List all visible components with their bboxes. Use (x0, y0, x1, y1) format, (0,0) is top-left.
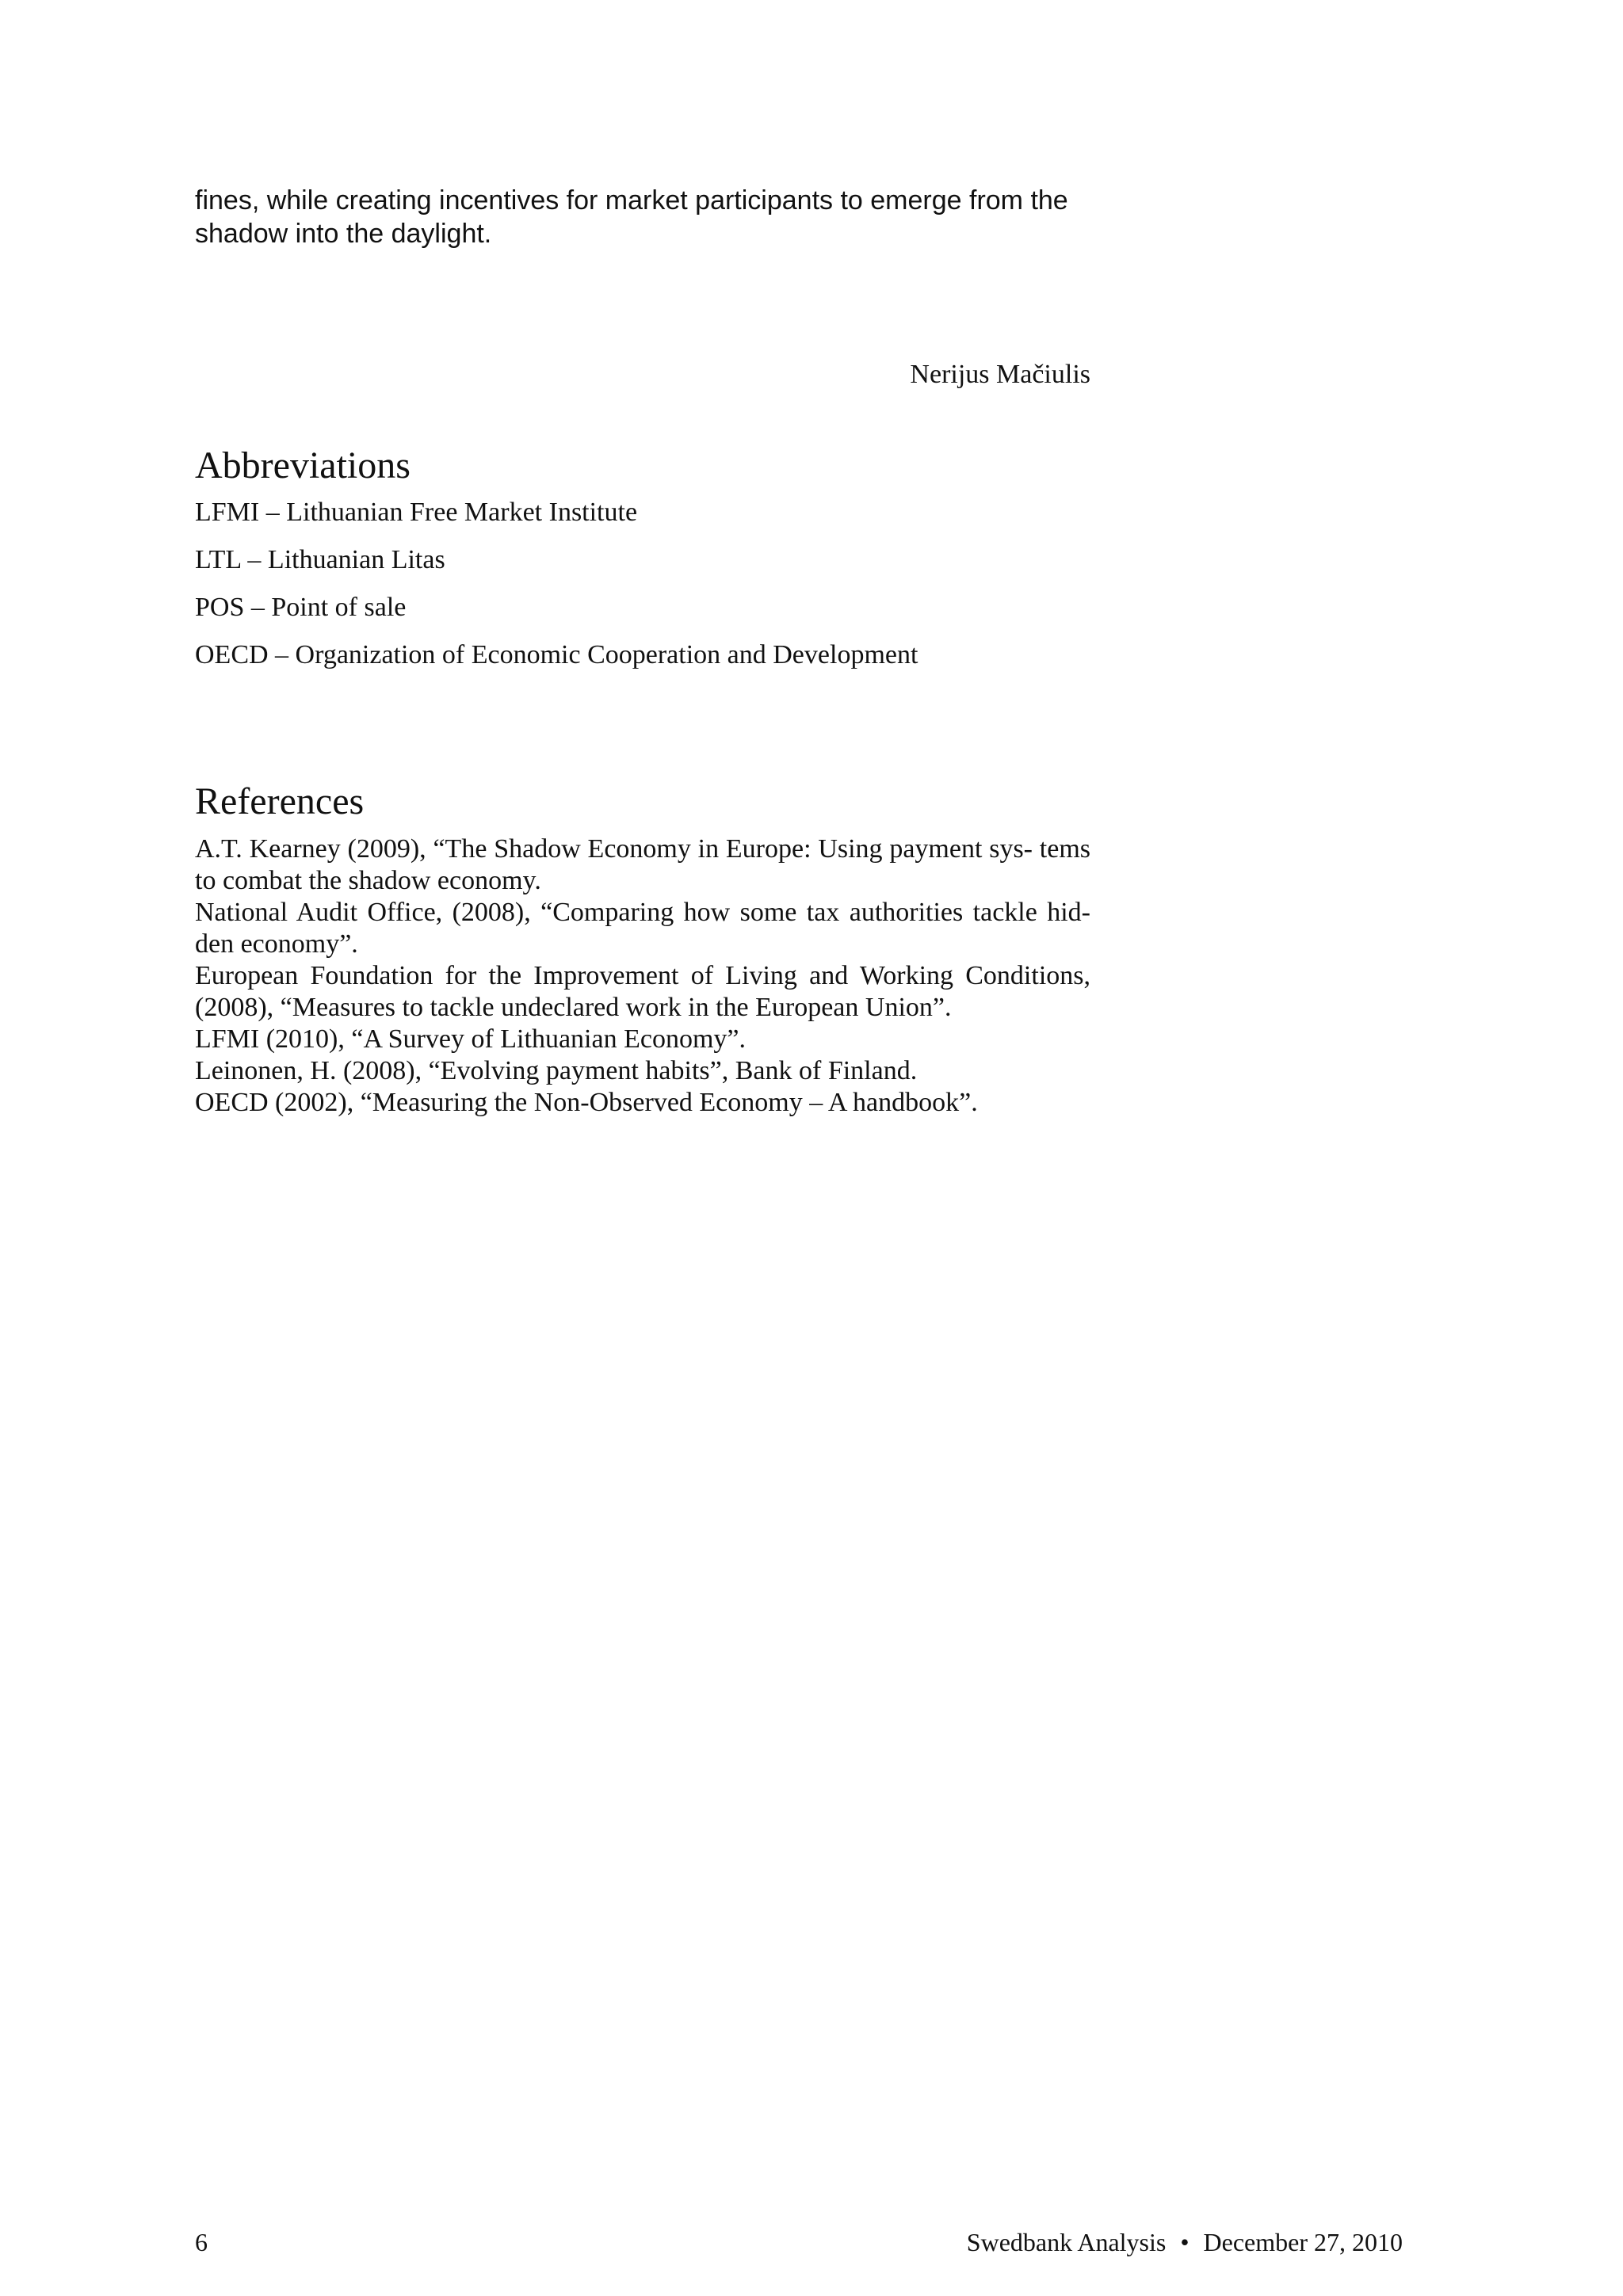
author-name: Nerijus Mačiulis (910, 360, 1090, 389)
footer-date: December 27, 2010 (1203, 2228, 1403, 2256)
reference-item: National Audit Office, (2008), “Comparing how some tax authorities tackle hid- den economy”. (195, 898, 1090, 959)
abbreviation-item: OECD – Organization of Economic Cooperation and Development (195, 640, 918, 669)
abbreviation-item: LFMI – Lithuanian Free Market Institute (195, 498, 638, 527)
references-list (195, 833, 1090, 1119)
abbreviation-item: LTL – Lithuanian Litas (195, 545, 445, 574)
footer-publication: Swedbank Analysis (966, 2228, 1167, 2256)
abbreviations-list (195, 496, 1090, 686)
footer-publication-info (967, 2226, 1403, 2258)
abbreviations-heading: Abbreviations (195, 444, 411, 486)
page-number: 6 (195, 2228, 208, 2256)
footer-separator: • (1180, 2228, 1190, 2256)
references-heading: References (195, 780, 365, 822)
reference-item: A.T. Kearney (2009), “The Shadow Economy in Europe: Using payment sys- tems to combat the shadow economy. (195, 834, 1090, 895)
reference-item: European Foundation for the Improvement of Living and Working Conditions, (2008), “Measures to tackle undeclared work in the European Union”. (195, 961, 1090, 1022)
reference-item: OECD (2002), “Measuring the Non-Observed Economy – A handbook”. (195, 1088, 978, 1117)
intro-paragraph: fines, while creating incentives for market participants to emerge from the shadow into the daylight. (195, 185, 1068, 249)
reference-item: Leinonen, H. (2008), “Evolving payment habits”, Bank of Finland. (195, 1056, 918, 1085)
reference-item: LFMI (2010), “A Survey of Lithuanian Economy”. (195, 1024, 746, 1054)
abbreviation-item: POS – Point of sale (195, 593, 407, 622)
